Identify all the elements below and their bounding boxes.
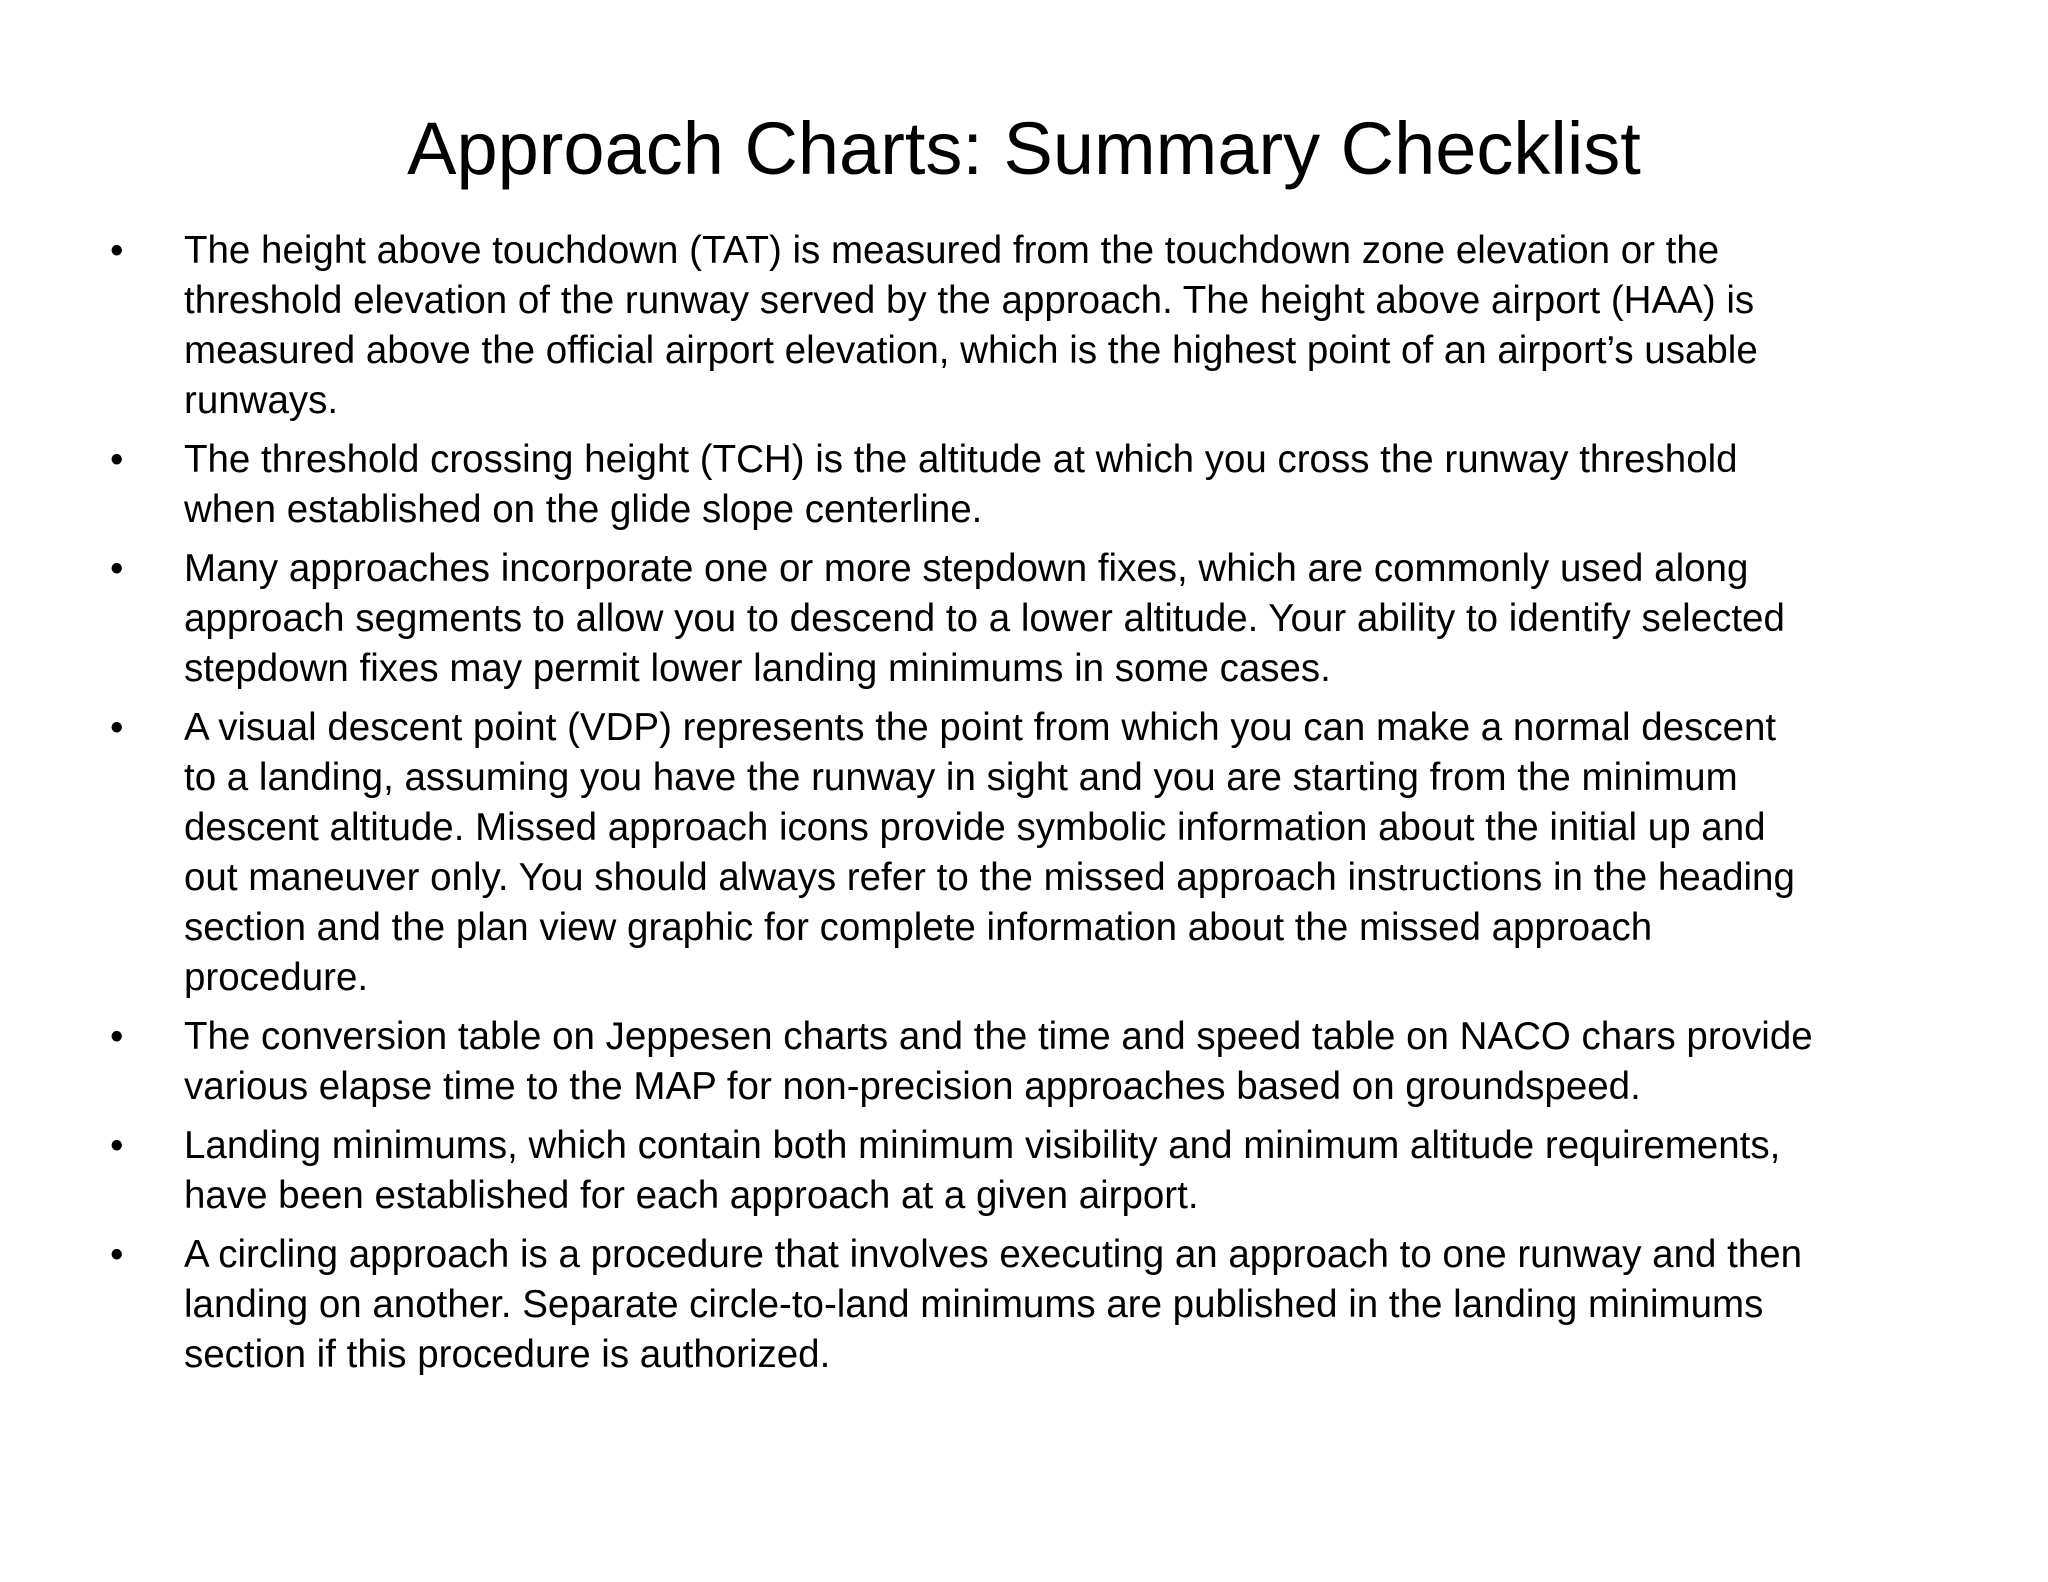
list-item xyxy=(110,703,1960,1003)
bullet-icon: • xyxy=(110,438,124,481)
list-item xyxy=(110,1012,1960,1112)
list-item xyxy=(110,544,1960,694)
page-title: Approach Charts: Summary Checklist xyxy=(407,107,1641,190)
bullet-icon: • xyxy=(110,706,124,749)
bullet-icon: • xyxy=(110,1015,124,1058)
bullet-icon: • xyxy=(110,547,124,590)
bullet-icon: • xyxy=(110,229,124,272)
bullet-icon: • xyxy=(110,1233,124,1276)
bullet-icon: • xyxy=(110,1124,124,1167)
list-item xyxy=(110,226,1960,426)
bullet-text: Many approaches incorporate one or more stepdown fixes, which are commonly used along approach segments to allow you to descend to a lower altitude. Your ability to identify selected stepdown fixes may permit lower landing minimums in some cases. xyxy=(184,547,1785,690)
bullet-text: Landing minimums, which contain both minimum visibility and minimum altitude requirements, have been established for each approach at a given airport. xyxy=(184,1124,1781,1217)
list-item xyxy=(110,1230,1960,1380)
bullet-text: The threshold crossing height (TCH) is the altitude at which you cross the runway threshold when established on the glide slope centerline. xyxy=(184,438,1738,531)
bullet-text: The height above touchdown (TAT) is measured from the touchdown zone elevation or the threshold elevation of the runway served by the approach. The height above airport (HAA) is measured above the official airport elevation, which is the highest point of an airport’s usable runways. xyxy=(184,229,1758,422)
bullet-list xyxy=(110,226,1960,1389)
list-item xyxy=(110,1121,1960,1221)
bullet-text: A circling approach is a procedure that involves executing an approach to one runway and then landing on another. Separate circle-to-land minimums are published in the landing minimums section if this procedure is authorized. xyxy=(184,1233,1803,1376)
bullet-text: A visual descent point (VDP) represents the point from which you can make a normal descent to a landing, assuming you have the runway in sight and you are starting from the minimum descent altitude. Missed approach icons provide symbolic information about the initial up and out maneuver only. You should always refer to the missed approach instructions in the heading section and the plan view graphic for complete information about the missed approach procedure. xyxy=(184,706,1795,999)
list-item xyxy=(110,435,1960,535)
bullet-text: The conversion table on Jeppesen charts and the time and speed table on NACO chars provide various elapse time to the MAP for non-precision approaches based on groundspeed. xyxy=(184,1015,1813,1108)
